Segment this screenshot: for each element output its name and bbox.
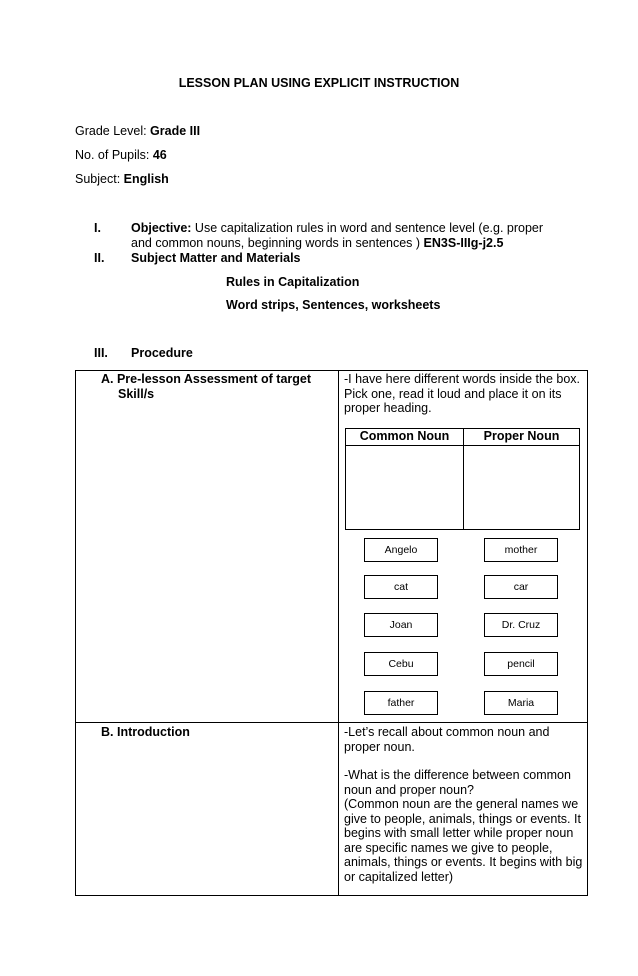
procedure-heading: Procedure [131,346,193,360]
noun-sorting-table [345,428,580,530]
grade-level-label: Grade Level: [75,124,151,138]
word-strip[interactable]: car [484,575,558,599]
noun-table-divider [463,429,464,529]
subject-label: Subject: [75,172,124,186]
proper-noun-header: Proper Noun [483,429,560,443]
procedure-table [75,370,588,896]
procedure-number: III. [94,346,108,360]
subject-matter-topic: Rules in Capitalization [226,275,360,289]
table-column-divider [338,371,339,895]
word-strip[interactable]: Dr. Cruz [484,613,558,637]
row-a-label-line2: Skill/s [118,386,155,401]
row-a-label-line1: A. Pre-lesson Assessment of target [101,372,312,386]
word-strip[interactable]: father [364,691,438,715]
row-b-recall: -Let’s recall about common noun and proper noun. [344,725,550,754]
row-b-explanation: (Common noun are the general names we give to people, animals, things or events. It begins with small letter while proper noun are specific names we give to people, animals, things or events. It begins with big or capitalized letter) [344,797,583,884]
word-strip[interactable]: Angelo [364,538,438,562]
page-title: LESSON PLAN USING EXPLICIT INSTRUCTION [178,76,460,90]
pupils-value: 46 [152,148,167,162]
word-strip[interactable]: Cebu [364,652,438,676]
table-row-divider [76,722,587,723]
row-b-label: B. Introduction [101,725,190,739]
objective-code: EN3S-IIIg-j2.5 [423,236,504,250]
subject-matter-materials: Word strips, Sentences, worksheets [226,298,441,312]
subject-value: English [123,172,169,186]
grade-level-value: Grade III [150,124,201,138]
objective-label: Objective: [131,221,192,235]
subject-matter-heading: Subject Matter and Materials [131,251,301,265]
number-of-pupils [75,148,167,162]
objective-number: I. [94,221,101,235]
word-strip[interactable]: Joan [364,613,438,637]
row-a-label [101,372,331,401]
word-strip[interactable]: mother [484,538,558,562]
common-noun-header: Common Noun [359,429,450,443]
row-b-question: -What is the difference between common noun and proper noun? [344,768,571,797]
grade-level [75,124,200,138]
objective-description: Use capitalization rules in word and sentence level (e.g. proper and common nouns, beginning words in sentences ) [131,221,544,250]
word-strip[interactable]: Maria [484,691,558,715]
subject-matter-number: II. [94,251,105,265]
word-strip[interactable]: pencil [484,652,558,676]
subject [75,172,169,186]
row-a-instruction: -I have here different words inside the box. Pick one, read it loud and place it on its proper heading. [344,372,581,415]
objective-text [131,221,561,251]
pupils-label: No. of Pupils: [75,148,153,162]
word-strip[interactable]: cat [364,575,438,599]
